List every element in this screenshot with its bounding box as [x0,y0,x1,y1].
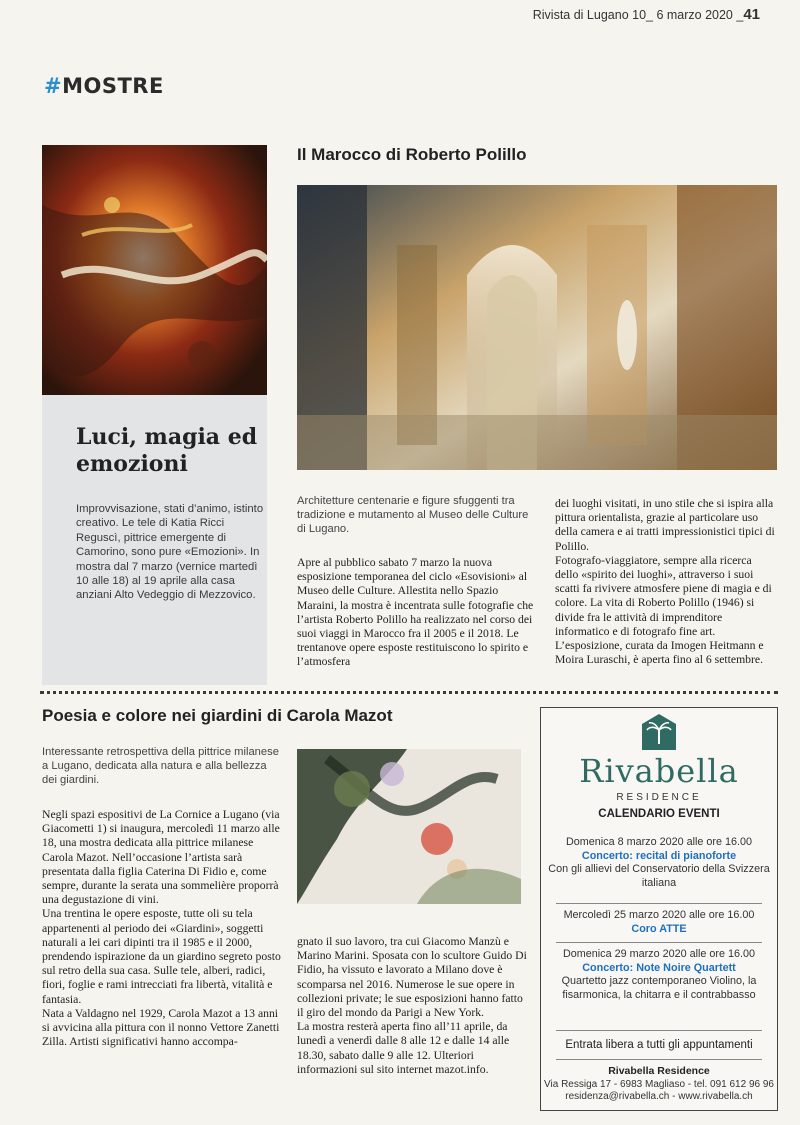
event-title: Coro ATTE [631,922,687,935]
katia-article-title: Luci, magia ed emozioni [76,424,258,477]
section-hash: # [44,74,63,98]
mazot-painting-image [297,749,521,904]
mazot-col1-para1: Negli spazi espositivi de La Cornice a Lugano (via Giacometti 1) si inaugura, mercoledì 11 marzo alle 18, una mostra dedicata alla pittrice milanese Carola Mazot. Nell’occasione l’artista sarà presentata dalla figlia Caterina Di Fidio e, come sempre, durante la serata una sommelière proporrà una degustazione di vini. [42,808,280,907]
free-entry-note: Entrata libera a tutti gli appuntamenti [565,1039,753,1051]
event-item [548,909,770,936]
event-desc: Quartetto jazz contemporaneo Violino, la fisarmonica, la chitarra e il contrabbasso [561,975,757,1001]
event-title: Concerto: recital di pianoforte [581,849,737,862]
calendar-title: CALENDARIO EVENTI [598,808,720,820]
contact-address: Via Ressiga 17 - 6983 Magliaso - tel. 091 612 96 96 [544,1079,774,1090]
rivabella-subtitle: RESIDENCE [616,792,702,803]
mazot-col2-para1: gnato il suo lavoro, tra cui Giacomo Manzù e Marino Marini. Sposata con lo scultore Guido Di Fidio, ha vissuto e lavorato a Milano dove è scomparsa nel 2016. Numerose le sue opere in collezioni private; le sue esposizioni hanno fatto il giro del mondo da Parigi a New York. [297,935,527,1020]
katia-article-body: Improvvisazione, stati d’animo, istinto creativo. Le tele di Katia Ricci Reguscì, pittrice emergente di Camorino, sono pure «Emozioni». In mostra dal 7 marzo (vernice martedì 10 alle 18) al 19 aprile alla casa anziani Alto Vedeggio di Mezzovico. [76,503,264,602]
contact-title: Rivabella Residence [608,1065,710,1077]
event-item [548,836,770,890]
marocco-photo-image [297,185,777,470]
dotted-divider [40,691,778,694]
mazot-article-intro: Interessante retrospettiva della pittrice milanese a Lugano, dedicata alla natura e alla bellezza dei giardini. [42,746,279,786]
mazot-article-body-col1 [42,808,282,1049]
page-number: 41 [743,6,760,23]
marocco-article-body-col1: Apre al pubblico sabato 7 marzo la nuova esposizione temporanea del ciclo «Esovisioni» al Museo delle Culture. Allestita nello Spazio Maraini, la mostra è incentrata sulle fotografie che l’artista Roberto Polillo ha realizzato nel corso dei suoi viaggi in Marocco fra il 2005 e il 2018. Le trentanove opere esposte restituiscono lo spirito e l’atmosfera [297,556,534,669]
marocco-article-intro: Architetture centenarie e figure sfuggenti tra tradizione e mutamento al Museo delle Culture di Lugano. [297,495,529,535]
mazot-article-body-col2 [297,935,527,1077]
rivabella-palm-logo-icon [638,712,680,752]
event-desc: Con gli allievi del Conservatorio della Svizzera italiana [548,863,770,889]
event-date: Domenica 29 marzo 2020 alle ore 16.00 [562,948,756,960]
event-divider [556,1030,762,1031]
marocco-col2-para2: Fotografo-viaggiatore, sempre alla ricerca dello «spirito dei luoghi», attraverso i suoi scatti fa rivivere atmosfere piene di magia e di colore. La vita di Roberto Polillo (1946) si divide fra le attività di imprenditore informatico e di fotografo fine art. L’esposizione, curata da Imogen Heitmann e Moira Luraschi, è aperta fino al 6 settembre. [555,553,772,667]
event-divider [556,903,762,904]
marocco-col2-para1: dei luoghi visitati, in uno stile che si ispira alla pittura orientalista, grazie al particolare uso della camera e ai tratti impressionistici tipici di Polillo. [555,497,775,553]
mazot-col2-para2: La mostra resterà aperta fino all’11 aprile, da lunedì a venerdì dalle 8 alle 12 e dalle 14 alle 18.30, sabato dalle 9 alle 12. Ulteriori informazioni sul sito internet mazot.info. [297,1020,510,1076]
event-divider [556,942,762,943]
contact-web: residenza@rivabella.ch - www.rivabella.ch [565,1091,753,1102]
running-head-text: Rivista di Lugano 10_ 6 marzo 2020 _ [532,8,744,22]
rivabella-brand: Rivabella [579,752,739,790]
marocco-article-body-col2 [555,497,777,667]
mazot-col1-para2: Una trentina le opere esposte, tutte oli su tela appartenenti al periodo dei «Giardini», soggetti naturali a lei cari dipinti tra il 1985 e il 2000, prendendo ispirazione da un giardino segreto posto sul retro della sua casa. Sulle tele, alberi, radici, fiori, foglie e rami intrecciati fra libertà, vitalità e fantasia. [42,907,281,1006]
event-date: Domenica 8 marzo 2020 alle ore 16.00 [565,836,753,848]
mazot-article-title: Poesia e colore nei giardini di Carola Mazot [42,706,393,725]
mazot-col1-para3: Nata a Valdagno nel 1929, Carola Mazot a 13 anni si avvicina alla pittura con il nonno Vettore Zanetti Zilla. Artisti significativi hanno accompa- [42,1006,280,1049]
section-name: MOSTRE [62,74,164,98]
running-head [533,6,760,23]
section-tag [44,74,164,98]
event-item [548,948,770,1002]
contact-divider [556,1059,762,1060]
katia-painting-image [42,145,267,395]
event-title: Concerto: Note Noire Quartett [582,961,736,974]
event-date: Mercoledì 25 marzo 2020 alle ore 16.00 [563,909,755,921]
marocco-article-title: Il Marocco di Roberto Polillo [297,145,527,164]
